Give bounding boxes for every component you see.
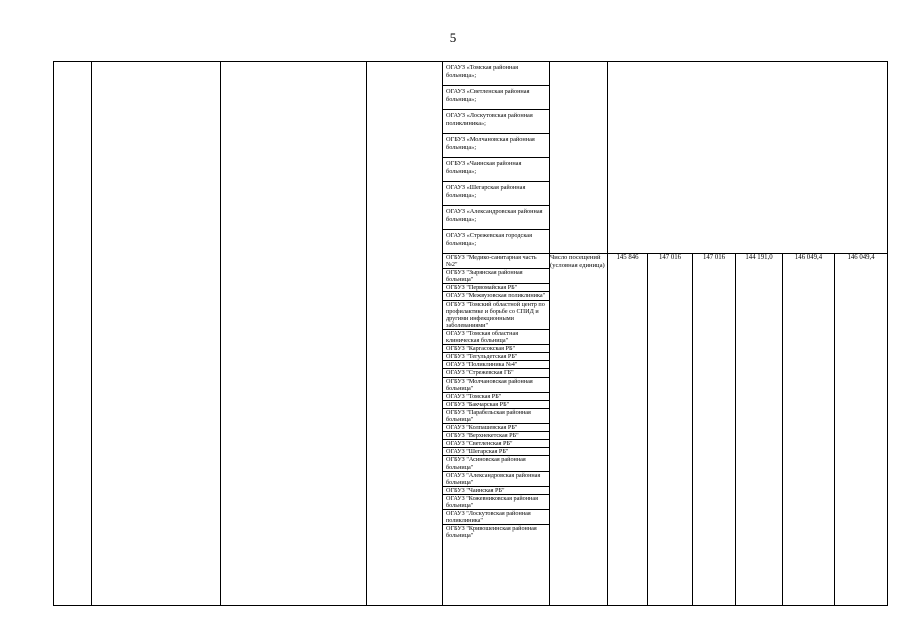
value-cell: 146 049,4 [835, 254, 888, 606]
organization-item: ОГАУЗ «Томская районная больница»; [443, 62, 549, 86]
organization-item: ОГАУЗ "Межвузовская поликлиника" [443, 292, 549, 300]
organization-item: ОГАУЗ «Светленская районная больница»; [443, 86, 549, 110]
organizations-cell [443, 62, 550, 254]
organization-item: ОГБУЗ "Томский областной центр по профилактике и борьбе со СПИД и другими инфекционными заболеваниями" [443, 301, 549, 330]
value-cell: 147 016 [648, 254, 693, 606]
organization-item: ОГАУЗ "Светленская РБ" [443, 440, 549, 448]
value-cell: 145 846 [608, 254, 648, 606]
empty-cell [221, 62, 367, 606]
organization-item: ОГБУЗ "Верхнекетская РБ" [443, 432, 549, 440]
organization-item: ОГБУЗ "Медико-санитарная часть №2" [443, 254, 549, 269]
empty-cell [550, 62, 608, 254]
organization-item: ОГБУЗ "Первомайская РБ" [443, 284, 549, 292]
organization-item: ОГАУЗ «Шегарская районная больница»; [443, 182, 549, 206]
organization-item: ОГБУЗ "Бакчарская РБ" [443, 401, 549, 409]
organization-item: ОГАУЗ «Стрежевская городская больница»; [446, 232, 533, 247]
indicator-unit: Число посещений (условная единица) [550, 254, 608, 606]
organization-item: ОГБУЗ "Кривошеинская районная больница" [446, 525, 537, 540]
organization-list [443, 254, 549, 539]
organization-item: ОГБУЗ «Чаинская районная больница»; [443, 158, 549, 182]
organization-item: ОГБУЗ "Чаинская РБ" [443, 487, 549, 495]
empty-cell [54, 62, 92, 606]
organization-item: ОГАУЗ "Стрежевская ГБ" [443, 369, 549, 377]
organization-item: ОГАУЗ «Лоскутовская районная поликлиника»; [443, 110, 549, 134]
organization-item: ОГАУЗ "Колпашевская РБ" [443, 424, 549, 432]
organization-item: ОГАУЗ "Александровская районная больница" [443, 472, 549, 487]
organization-item: ОГАУЗ "Шегарская РБ" [443, 448, 549, 456]
organization-item: ОГАУЗ "Кожевниковская районная больница" [443, 495, 549, 510]
table-row [54, 62, 888, 254]
value-cell: 147 016 [693, 254, 736, 606]
organization-list [443, 62, 549, 253]
organization-item: ОГБУЗ "Молчановская районная больница" [443, 378, 549, 393]
organization-item: ОГБУЗ «Молчановская районная больница»; [443, 134, 549, 158]
empty-cell [608, 62, 888, 254]
organization-item: ОГБУЗ "Зырянская районная больница" [443, 269, 549, 284]
empty-cell [367, 62, 443, 606]
organization-item: ОГБУЗ "Тегульдетская РБ" [443, 353, 549, 361]
page-number: 5 [449, 30, 457, 45]
organization-item: ОГБУЗ "Парабельская районная больница" [443, 409, 549, 424]
organization-item: ОГАУЗ «Александровская районная больница»; [443, 206, 549, 230]
organization-item: ОГАУЗ "Лоскутовская районная поликлиника" [443, 510, 549, 525]
services-table [53, 61, 888, 606]
organization-item: ОГАУЗ "Поликлиника №4" [443, 361, 549, 369]
organization-item: ОГБУЗ "Асиновская районная больница" [443, 456, 549, 471]
empty-cell [92, 62, 221, 606]
organization-item: ОГБУЗ "Каргасокская РБ" [443, 345, 549, 353]
value-cell: 144 191,0 [736, 254, 783, 606]
organizations-cell [443, 254, 550, 606]
value-cell: 146 049,4 [783, 254, 835, 606]
organization-item: ОГАУЗ "Томская РБ" [443, 393, 549, 401]
organization-item: ОГАУЗ "Томская областная клиническая больница" [443, 330, 549, 345]
